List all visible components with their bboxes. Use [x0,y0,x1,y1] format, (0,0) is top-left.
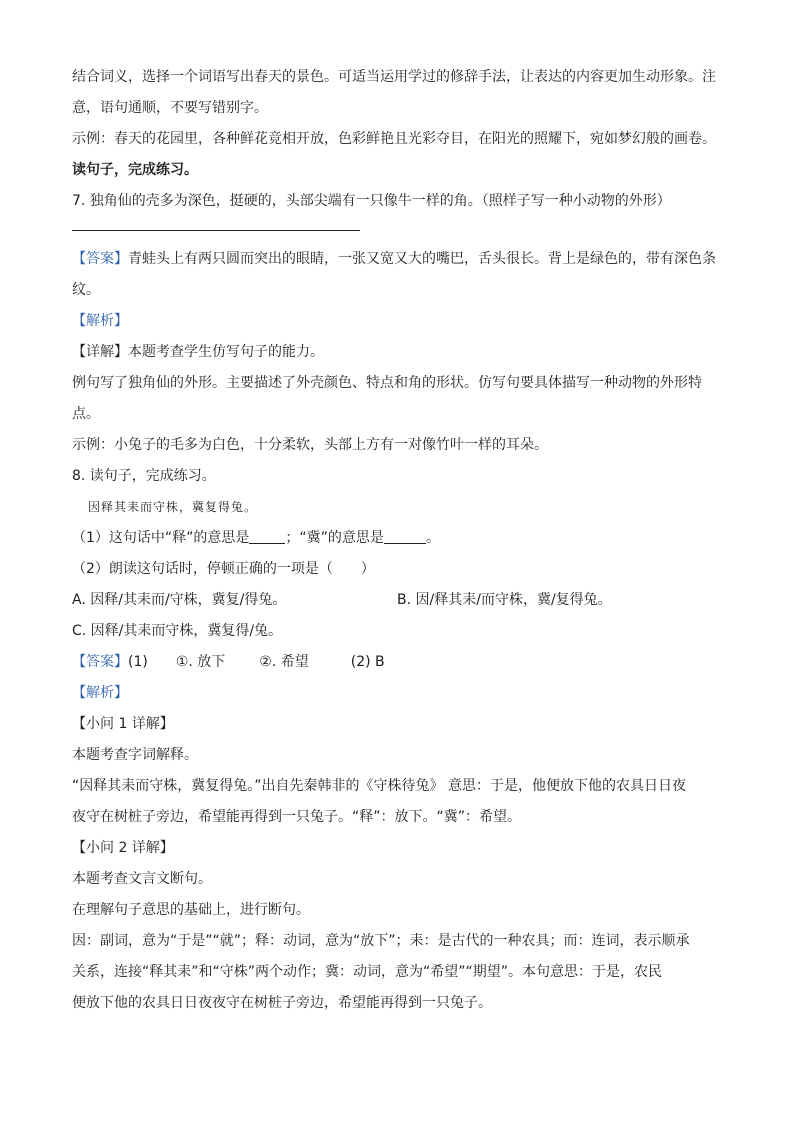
option-c: C. 因释/其耒而守株，冀复得/兔。 [72,623,283,639]
answer-tag: 【答案】 [72,654,128,670]
detail-text: 本题考查文言文断句。 [72,871,212,887]
answer-1a: ①. 放下 [175,654,226,670]
document-content [72,62,722,1019]
option-b: B. 因/释其耒/而守株，冀/复得兔。 [397,592,612,608]
section-heading: 读句子，完成练习。 [72,162,198,178]
intro-text: 意，语句通顺，不要写错别字。 [72,100,268,116]
intro-example: 示例：春天的花园里，各种鲜花竞相开放，色彩鲜艳且光彩夺目，在阳光的照耀下，宛如梦幻般的画卷。 [72,131,716,147]
detail-text: 关系，连接“释其耒”和“守株”两个动作；冀：动词，意为“希望”“期望”。本句意思：于是，农民 [72,964,663,980]
detail-tag: 【详解】 [72,344,128,360]
q7-answer [72,244,722,275]
option-a: A. 因释/其耒而/守株，冀复/得兔。 [72,592,287,608]
intro-text: 结合词义，选择一个词语写出春天的景色。可适当运用学过的修辞手法，让表达的内容更加生动形象。注 [72,69,716,85]
answer-part-1: (1) [128,654,148,670]
detail-text: 在理解句子意思的基础上，进行断句。 [72,902,310,918]
sub1-text: 。 [425,530,440,546]
detail-text: 夜守在树桩子旁边，希望能再得到一只兔子。“释”：放下。“冀”：希望。 [72,809,522,825]
detail-text: 本题考查字词解释。 [72,747,198,763]
detail-text: 本题考查学生仿写句子的能力。 [128,344,324,360]
detail-text: “因释其耒而守株，冀复得兔。”出自先秦韩非的《守株待兔》 意思：于是，他便放下他的农具日日夜 [72,778,686,794]
detail-text: 因：副词，意为“于是”“就”；释：动词，意为“放下”；耒：是古代的一种农具；而：连词，表示顺承 [72,933,690,949]
fill-blank-2[interactable] [384,527,426,544]
q7-detail [72,337,722,368]
sub1-text: （1）这句话中“释”的意思是 [72,530,250,546]
detail-text: 便放下他的农具日日夜夜守在树桩子旁边，希望能再得到一只兔子。 [72,995,492,1011]
detail-text: 点。 [72,406,100,422]
answer-1b: ②. 希望 [259,654,309,670]
answer-part-2: (2) B [350,654,385,670]
answer-blank [72,217,722,244]
answer-tag: 【答案】 [72,251,128,267]
fill-blank-1[interactable] [249,527,285,544]
q8-answer [72,647,722,678]
sub1-detail-tag: 【小问 1 详解】 [72,716,174,732]
question-7: 7. 独角仙的壳多为深色，挺硬的，头部尖端有一只像牛一样的角。（照样子写一种小动物的外形） [72,193,671,209]
answer-text: 纹。 [72,282,100,298]
sub2-detail-tag: 【小问 2 详解】 [72,840,174,856]
blank-rule [72,230,360,231]
sub-question-1 [72,523,722,554]
detail-example: 示例：小兔子的毛多为白色，十分柔软，头部上方有一对像竹叶一样的耳朵。 [72,437,548,453]
detail-text: 例句写了独角仙的外形。主要描述了外壳颜色、特点和角的形状。仿写句要具体描写一种动物的外形特 [72,375,702,391]
options-row [72,585,722,616]
sub1-text: ；“冀”的意思是 [285,530,384,546]
sub-question-2: （2）朗读这句话时，停顿正确的一项是（ ） [72,561,375,577]
classical-quote: 因释其耒而守株，冀复得兔。 [88,500,258,514]
analysis-tag: 【解析】 [72,313,128,329]
question-8: 8. 读句子，完成练习。 [72,468,216,484]
answer-text: 青蛙头上有两只圆而突出的眼睛，一张又宽又大的嘴巴，舌头很长。背上是绿色的，带有深色条 [128,251,716,267]
analysis-tag: 【解析】 [72,685,128,701]
